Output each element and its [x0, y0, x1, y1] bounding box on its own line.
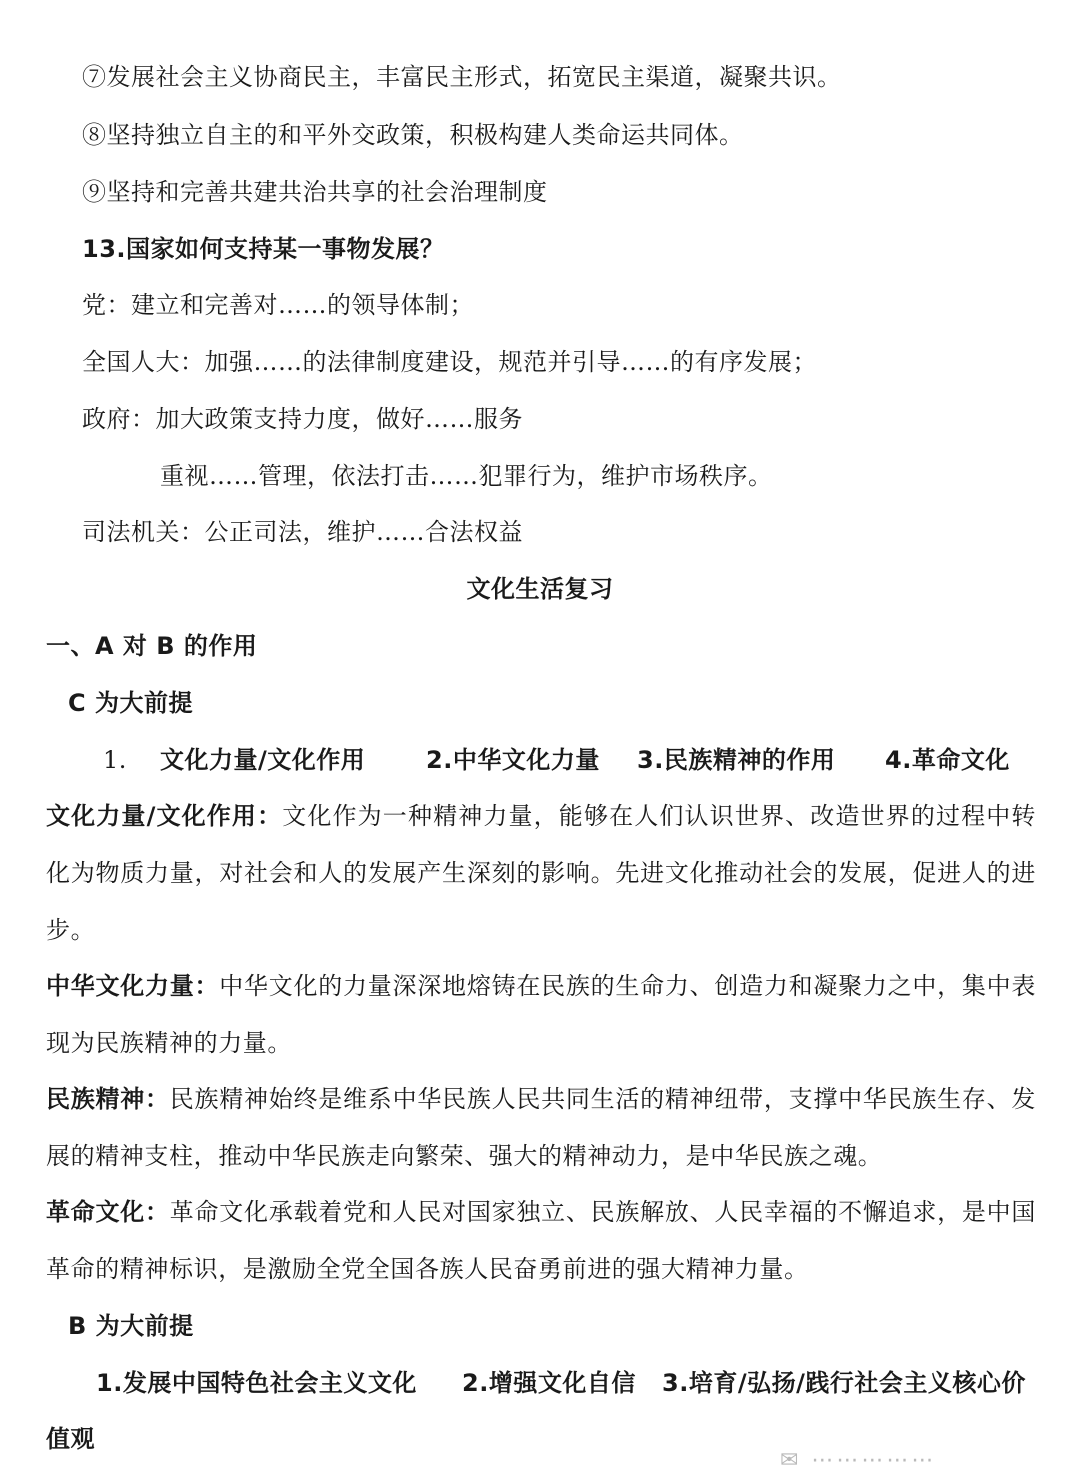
- topic-c-number: 1.: [103, 746, 127, 774]
- topic-c-3: 3.民族精神的作用: [637, 746, 836, 774]
- paragraph-culture-power: [46, 788, 1036, 959]
- paragraph-lead: 文化力量/文化作用：: [46, 802, 283, 830]
- paragraph-lead: 民族精神：: [46, 1085, 170, 1113]
- topic-c-2: 2.中华文化力量: [426, 746, 600, 774]
- item-7: ⑦发展社会主义协商民主，丰富民主形式，拓宽民主渠道，凝聚共识。: [82, 63, 842, 91]
- topic-b-3: 3.培育/弘扬/践行社会主义核心价: [662, 1369, 1026, 1397]
- topic-b-1: 1.发展中国特色社会主义文化: [96, 1369, 417, 1397]
- topic-b-2: 2.增强文化自信: [462, 1369, 636, 1397]
- paragraph-body: 文化作为一种精神力量，能够在人们认识世界、改造世界的过程中转化为物质力量，对社会和人的发展产生深刻的影响。先进文化推动社会的发展，促进人的进步。: [46, 802, 1037, 944]
- item-9: ⑨坚持和完善共建共治共享的社会治理制度: [82, 178, 548, 206]
- topic-b-continuation: 值观: [46, 1425, 95, 1453]
- topic-c-4: 4.革命文化: [885, 746, 1010, 774]
- government-line-2: 重视……管理，依法打击……犯罪行为，维护市场秩序。: [160, 462, 773, 490]
- section-title: 文化生活复习: [466, 575, 614, 603]
- question-13-heading: 13.国家如何支持某一事物发展？: [82, 235, 445, 263]
- judicial-line: 司法机关：公正司法，维护……合法权益: [82, 518, 523, 546]
- topic-c-1: 文化力量/文化作用: [160, 746, 366, 774]
- government-line-1: 政府：加大政策支持力度，做好……服务: [82, 405, 523, 433]
- paragraph-revolutionary-culture: [46, 1184, 1036, 1298]
- paragraph-chinese-culture: [46, 958, 1036, 1072]
- section-1-heading: 一、A 对 B 的作用: [46, 632, 258, 660]
- npc-line: 全国人大：加强……的法律制度建设，规范并引导……的有序发展；: [82, 348, 817, 376]
- paragraph-lead: 中华文化力量：: [46, 972, 220, 1000]
- paragraph-national-spirit: [46, 1071, 1036, 1185]
- item-8: ⑧坚持独立自主的和平外交政策，积极构建人类命运共同体。: [82, 121, 744, 149]
- paragraph-body: 民族精神始终是维系中华民族人民共同生活的精神纽带，支撑中华民族生存、发展的精神支柱，推动中华民族走向繁荣、强大的精神动力，是中华民族之魂。: [46, 1085, 1037, 1170]
- watermark: ✉ ⋯⋯⋯⋯⋯: [780, 1448, 937, 1473]
- premise-c-heading: C 为大前提: [68, 689, 193, 717]
- paragraph-body: 革命文化承载着党和人民对国家独立、民族解放、人民幸福的不懈追求，是中国革命的精神标识，是激励全党全国各族人民奋勇前进的强大精神力量。: [46, 1198, 1037, 1283]
- paragraph-body: 中华文化的力量深深地熔铸在民族的生命力、创造力和凝聚力之中，集中表现为民族精神的力量。: [46, 972, 1036, 1057]
- party-line: 党：建立和完善对……的领导体制；: [82, 291, 474, 319]
- premise-b-heading: B 为大前提: [68, 1312, 194, 1340]
- paragraph-lead: 革命文化：: [46, 1198, 170, 1226]
